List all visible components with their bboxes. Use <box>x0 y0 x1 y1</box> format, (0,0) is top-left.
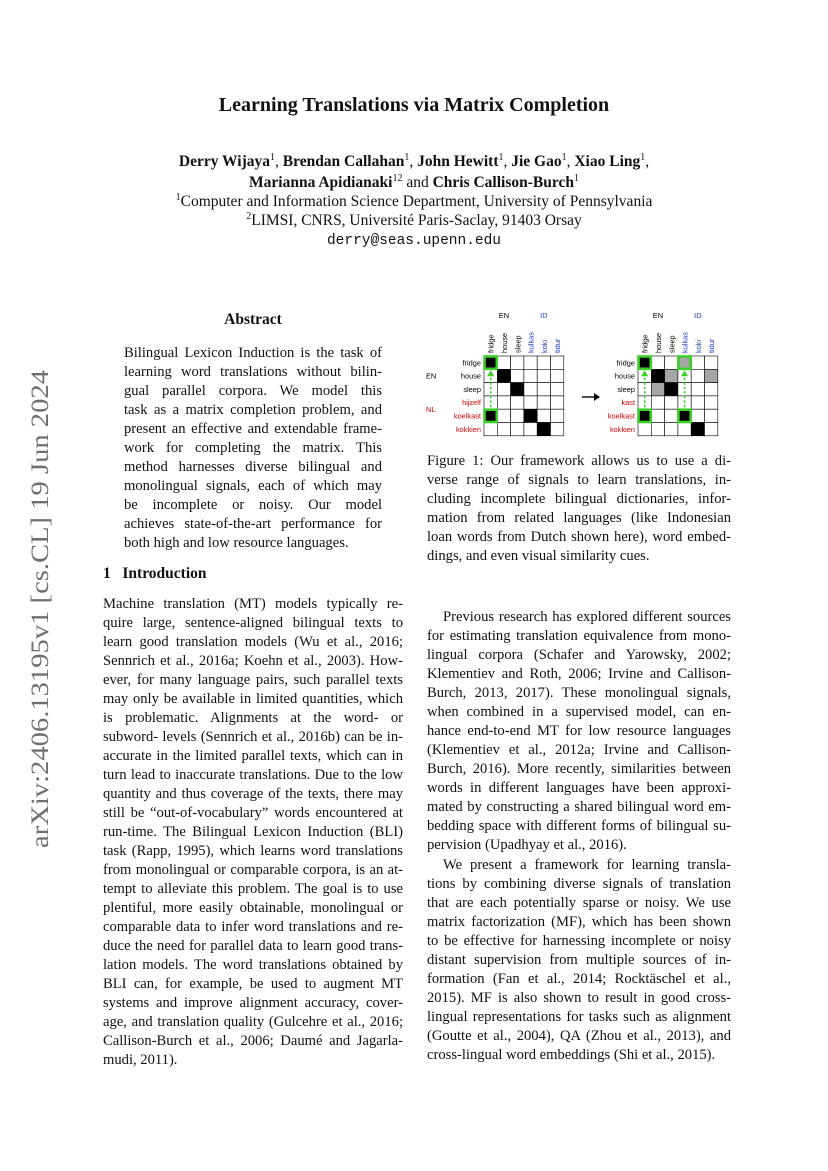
text-line: hance end-to-end MT for low resource languages <box>427 723 731 739</box>
transform-arrow-head <box>594 393 600 401</box>
matrix-cell <box>511 409 524 422</box>
column-label-house: house <box>653 332 663 353</box>
matrix-cell <box>524 369 537 382</box>
author-email: derry@seas.upenn.edu <box>326 233 502 249</box>
matrix-cell <box>537 369 550 382</box>
text-line: pervision (Upadhyay et al., 2016). <box>427 837 627 853</box>
matrix-cell <box>651 383 664 396</box>
matrix-cell <box>665 383 678 396</box>
row-label-house: house <box>614 371 635 381</box>
matrix-cell <box>705 396 718 409</box>
abstract-body <box>124 344 382 553</box>
text-line: age, and translation quality (Gulcehre et al., 2016; <box>103 1014 403 1030</box>
text-line: matrix factorization (MF), which has been shown <box>427 914 731 930</box>
author-name: John Hewitt <box>417 153 499 170</box>
text-line: Burch, 2016). More recently, similarities between <box>427 761 731 777</box>
text-line: quantity and thus coverage of the texts, there may <box>103 786 403 802</box>
matrix-cell <box>551 423 564 436</box>
matrix-cell <box>524 423 537 436</box>
text-line: ever, for many language pairs, such parallel texts <box>103 672 403 688</box>
column-label-fridge: fridge <box>640 334 650 353</box>
matrix-cell <box>524 383 537 396</box>
lang-label-id: ID <box>540 311 548 320</box>
author-name: Brendan Callahan <box>282 153 405 170</box>
matrix-cell <box>511 423 524 436</box>
row-label-house: house <box>460 371 481 381</box>
matrix-cell <box>678 423 691 436</box>
matrix-cell <box>638 423 651 436</box>
author-affiliation-marker: 1 <box>270 152 275 163</box>
text-line: lingual representations for tasks such as alignment <box>427 1009 731 1025</box>
caption-line: Figure 1: Our framework allows us to use a di- <box>427 453 731 469</box>
row-label-koelkast: koelkast <box>607 411 635 421</box>
caption-line: cluding incomplete bilingual dictionaries, infor- <box>427 491 731 507</box>
text-line: systems and improve alignment accuracy, cover- <box>103 995 403 1011</box>
matrix-cell <box>691 383 704 396</box>
author-affiliation-marker: 12 <box>392 173 403 184</box>
text-line: Klementiev and Roth, 2006; Irvine and Callison- <box>427 666 731 682</box>
row-label-sleep: sleep <box>617 384 635 394</box>
text-line: run-time. The Bilingual Lexicon Induction (BLI) <box>103 824 403 840</box>
author-name: Marianna Apidianaki <box>249 174 393 191</box>
text-line: bedding space with different forms of bilingual su- <box>427 818 731 834</box>
text-line: distant supervision from multiple sources of in- <box>427 952 731 968</box>
column-label-fridge: fridge <box>486 334 496 353</box>
matrix-cell <box>497 409 510 422</box>
author-separator: and <box>402 174 433 191</box>
matrix-cell <box>691 369 704 382</box>
abstract-line: both high and low resource languages. <box>124 535 349 551</box>
text-line: formation (Fan et al., 2014; Rocktäschel et al., <box>427 971 731 987</box>
caption-line: loan words from Dutch shown here), word embed- <box>427 529 731 545</box>
text-line: subword- levels (Sennrich et al., 2016b) can be in- <box>103 729 403 745</box>
text-line: is problematic. Alignments at the word- or <box>103 710 403 726</box>
matrix-cell <box>497 356 510 369</box>
abstract-line: learning word translations without bilin- <box>124 364 382 380</box>
author-line-1 <box>0 151 828 172</box>
matrix-cell <box>524 409 537 422</box>
affiliation-1-text: Computer and Information Science Department, University of Pennsylvania <box>180 193 653 210</box>
text-line: cross-lingual word embeddings (Shi et al., 2015). <box>427 1047 716 1063</box>
author-separator: , <box>275 153 283 170</box>
matrix-cell <box>678 409 691 422</box>
author-name: Jie Gao <box>511 153 562 170</box>
row-label-sleep: sleep <box>463 384 481 394</box>
matrix-cell <box>691 356 704 369</box>
lang-label-nl-side: NL <box>426 404 436 414</box>
text-line: to be effective for harnessing incomplete or noisy <box>427 933 731 949</box>
figure-1 <box>416 308 746 444</box>
matrix-cell <box>551 369 564 382</box>
abstract-line: present an effective and extendable frame- <box>124 421 382 437</box>
matrix-cell <box>691 409 704 422</box>
figure-1-graphic <box>416 308 746 444</box>
author-separator: , <box>503 153 512 170</box>
text-line: (Klementiev et al., 2012a; Irvine and Callison- <box>427 742 731 758</box>
text-line: Sennrich et al., 2016a; Koehn et al., 2003). How- <box>103 653 403 669</box>
paper-title: Learning Translations via Matrix Completion <box>218 94 610 116</box>
author-separator: , <box>645 153 650 170</box>
caption-line: mation from related languages (like Indonesian <box>427 510 731 526</box>
lang-label-id: ID <box>694 311 702 320</box>
text-line: We present a framework for learning transla- <box>443 857 731 873</box>
text-line: Burch, 2013, 2017). These monolingual signals, <box>427 685 731 701</box>
abstract-line: task as a matrix completion problem, and <box>124 402 382 418</box>
column-label-tidur: tidur <box>553 338 563 353</box>
row-label-koelkast: koelkast <box>453 411 481 421</box>
matrix-cell <box>511 396 524 409</box>
figure-1-caption <box>427 452 731 566</box>
text-line: lingual corpora (Schafer and Yarowsky, 2002; <box>427 647 731 663</box>
matrix-cell <box>537 396 550 409</box>
author-name: Derry Wijaya <box>178 153 270 170</box>
arxiv-stamp <box>14 368 58 848</box>
matrix-cell <box>665 356 678 369</box>
affiliation-1 <box>0 191 828 212</box>
matrix-cell <box>524 396 537 409</box>
text-line: from monolingual or comparable corpora, is an at- <box>103 862 403 878</box>
text-line: tions by combining diverse signals of translation <box>427 876 731 892</box>
text-line: comparable data to infer word translations and re- <box>103 919 403 935</box>
text-line: duce the need for parallel data to learn good trans- <box>103 938 403 954</box>
matrix-cell <box>651 423 664 436</box>
matrix-cell <box>678 356 691 369</box>
author-affiliation-marker: 1 <box>573 173 579 184</box>
text-line: BLI can, for example, be used to augment MT <box>103 976 403 992</box>
matrix-cell <box>497 396 510 409</box>
text-line: learn good translation models (Wu et al., 2016; <box>103 634 403 650</box>
text-line: words in different languages have been approxi- <box>427 780 731 796</box>
lang-label-en-side: EN <box>426 371 437 381</box>
column-label-tidur: tidur <box>707 338 717 353</box>
column-label-kulkas: kulkas <box>680 332 690 353</box>
arxiv-id: arXiv:2406.13195v1 [cs.CL] 19 Jun 2024 <box>27 429 54 848</box>
affiliation-2 <box>0 210 828 231</box>
abstract-line: monolingual signals, each of which may <box>124 478 382 494</box>
matrix-cell <box>665 396 678 409</box>
text-line: mudi, 2011). <box>103 1052 178 1068</box>
matrix-cell <box>665 409 678 422</box>
author-line-2 <box>0 172 828 193</box>
author-affiliation-marker: 1 <box>404 152 410 163</box>
abstract-line: work for completing the matrix. This <box>124 440 382 456</box>
paragraph-framework <box>427 856 731 1065</box>
matrix-cell <box>691 396 704 409</box>
matrix-cell <box>651 356 664 369</box>
text-line: lation models. The word translations obtained by <box>103 957 403 973</box>
text-line: quire large, sentence-aligned bilingual texts to <box>103 615 403 631</box>
matrix-cell <box>484 356 497 369</box>
author-name: Chris Callison-Burch <box>432 174 574 191</box>
column-label-kulkas: kulkas <box>526 332 536 353</box>
lang-label-en: EN <box>652 311 664 320</box>
introduction-paragraph <box>103 595 403 1070</box>
affiliation-2-text: LIMSI, CNRS, Université Paris-Saclay, 91403 Orsay <box>251 212 582 229</box>
abstract-line: achieves state-of-the-art performance for <box>124 516 382 532</box>
abstract-line: gual parallel corpora. We model this <box>124 383 382 399</box>
matrix-cell <box>651 369 664 382</box>
text-line: accurate in the limited parallel texts, which can in <box>103 748 403 764</box>
matrix-cell <box>511 356 524 369</box>
matrix-cell <box>537 409 550 422</box>
matrix-cell <box>705 383 718 396</box>
abstract-line: method harnesses diverse bilingual and <box>124 459 382 475</box>
matrix-cell <box>537 383 550 396</box>
text-line: 2015). MF is also shown to result in good cross- <box>427 990 731 1006</box>
caption-line: verse range of signals to learn translations, in- <box>427 472 731 488</box>
matrix-cell <box>497 423 510 436</box>
matrix-cell <box>651 409 664 422</box>
author-affiliation-marker: 1 <box>640 152 646 163</box>
matrix-cell <box>497 383 510 396</box>
matrix-cell <box>651 396 664 409</box>
matrix-cell <box>638 409 651 422</box>
text-line: turn lead to inaccurate translations. Due to the low <box>103 767 403 783</box>
author-separator: , <box>566 153 575 170</box>
text-line: task (Rapp, 1995), which learns word translations <box>103 843 403 859</box>
text-line: Previous research has explored different sources <box>443 609 731 625</box>
matrix-cell <box>638 356 651 369</box>
paragraph-prior-work <box>427 608 731 855</box>
matrix-cell <box>705 356 718 369</box>
affiliation-2-marker: 2 <box>246 211 252 222</box>
matrix-cell <box>524 356 537 369</box>
row-label-kokkien: kokkien <box>455 424 481 434</box>
matrix-cell <box>705 423 718 436</box>
column-label-koki: koki <box>539 339 549 353</box>
text-line: that are each potentially sparse or noisy. We use <box>427 895 731 911</box>
author-affiliation-marker: 1 <box>498 152 504 163</box>
column-label-house: house <box>499 332 509 353</box>
matrix-cell <box>691 423 704 436</box>
matrix-cell <box>537 356 550 369</box>
text-line: for estimating translation equivalence from mono- <box>427 628 731 644</box>
matrix-cell <box>665 369 678 382</box>
text-line: mated by constructing a shared bilingual word em- <box>427 799 731 815</box>
matrix-cell <box>551 409 564 422</box>
matrix-cell <box>484 409 497 422</box>
matrix-cell <box>511 383 524 396</box>
text-line: when combined in a supervised model, can en- <box>427 704 731 720</box>
matrix-cell <box>705 409 718 422</box>
column-label-sleep: sleep <box>513 335 523 353</box>
affiliation-1-marker: 1 <box>175 192 181 203</box>
author-separator: , <box>409 153 418 170</box>
matrix-cell <box>497 369 510 382</box>
lang-label-en: EN <box>498 311 510 320</box>
row-label-kast: kast <box>621 398 635 408</box>
row-label-fridge: fridge <box>462 358 481 368</box>
text-line: (Goutte et al., 2004), QA (Zhou et al., 2013), and <box>427 1028 731 1044</box>
section-heading-introduction <box>103 565 207 583</box>
text-line: plentiful, more easily obtainable, monolingual or <box>103 900 403 916</box>
row-label-fridge: fridge <box>616 358 635 368</box>
text-line: still be “out-of-vocabulary” words encountered at <box>103 805 403 821</box>
matrix-cell <box>551 396 564 409</box>
author-affiliation-marker: 1 <box>561 152 567 163</box>
matrix-cell <box>551 383 564 396</box>
abstract-heading: Abstract <box>224 311 282 328</box>
matrix-cell <box>511 369 524 382</box>
matrix-cell <box>537 423 550 436</box>
column-label-koki: koki <box>693 339 703 353</box>
abstract-line: be incomplete or noisy. Our model <box>124 497 382 513</box>
author-name: Xiao Ling <box>574 153 641 170</box>
abstract-line: Bilingual Lexicon Induction is the task of <box>124 345 382 361</box>
text-line: Machine translation (MT) models typically re- <box>103 596 403 612</box>
section-number: 1 <box>103 565 111 582</box>
row-label-hijzelf: hijzelf <box>462 398 481 408</box>
column-label-sleep: sleep <box>667 335 677 353</box>
row-label-kokkien: kokkien <box>609 424 635 434</box>
text-line: may only be available in limited quantities, which <box>103 691 403 707</box>
text-line: tempt to alleviate this problem. The goal is to use <box>103 881 403 897</box>
matrix-cell <box>665 423 678 436</box>
section-title: Introduction <box>122 565 207 582</box>
text-line: Callison-Burch et al., 2006; Daumé and Jagarla- <box>103 1033 403 1049</box>
matrix-cell <box>551 356 564 369</box>
matrix-cell <box>484 423 497 436</box>
caption-line: dings, and even visual similarity cues. <box>427 548 650 564</box>
matrix-cell <box>705 369 718 382</box>
